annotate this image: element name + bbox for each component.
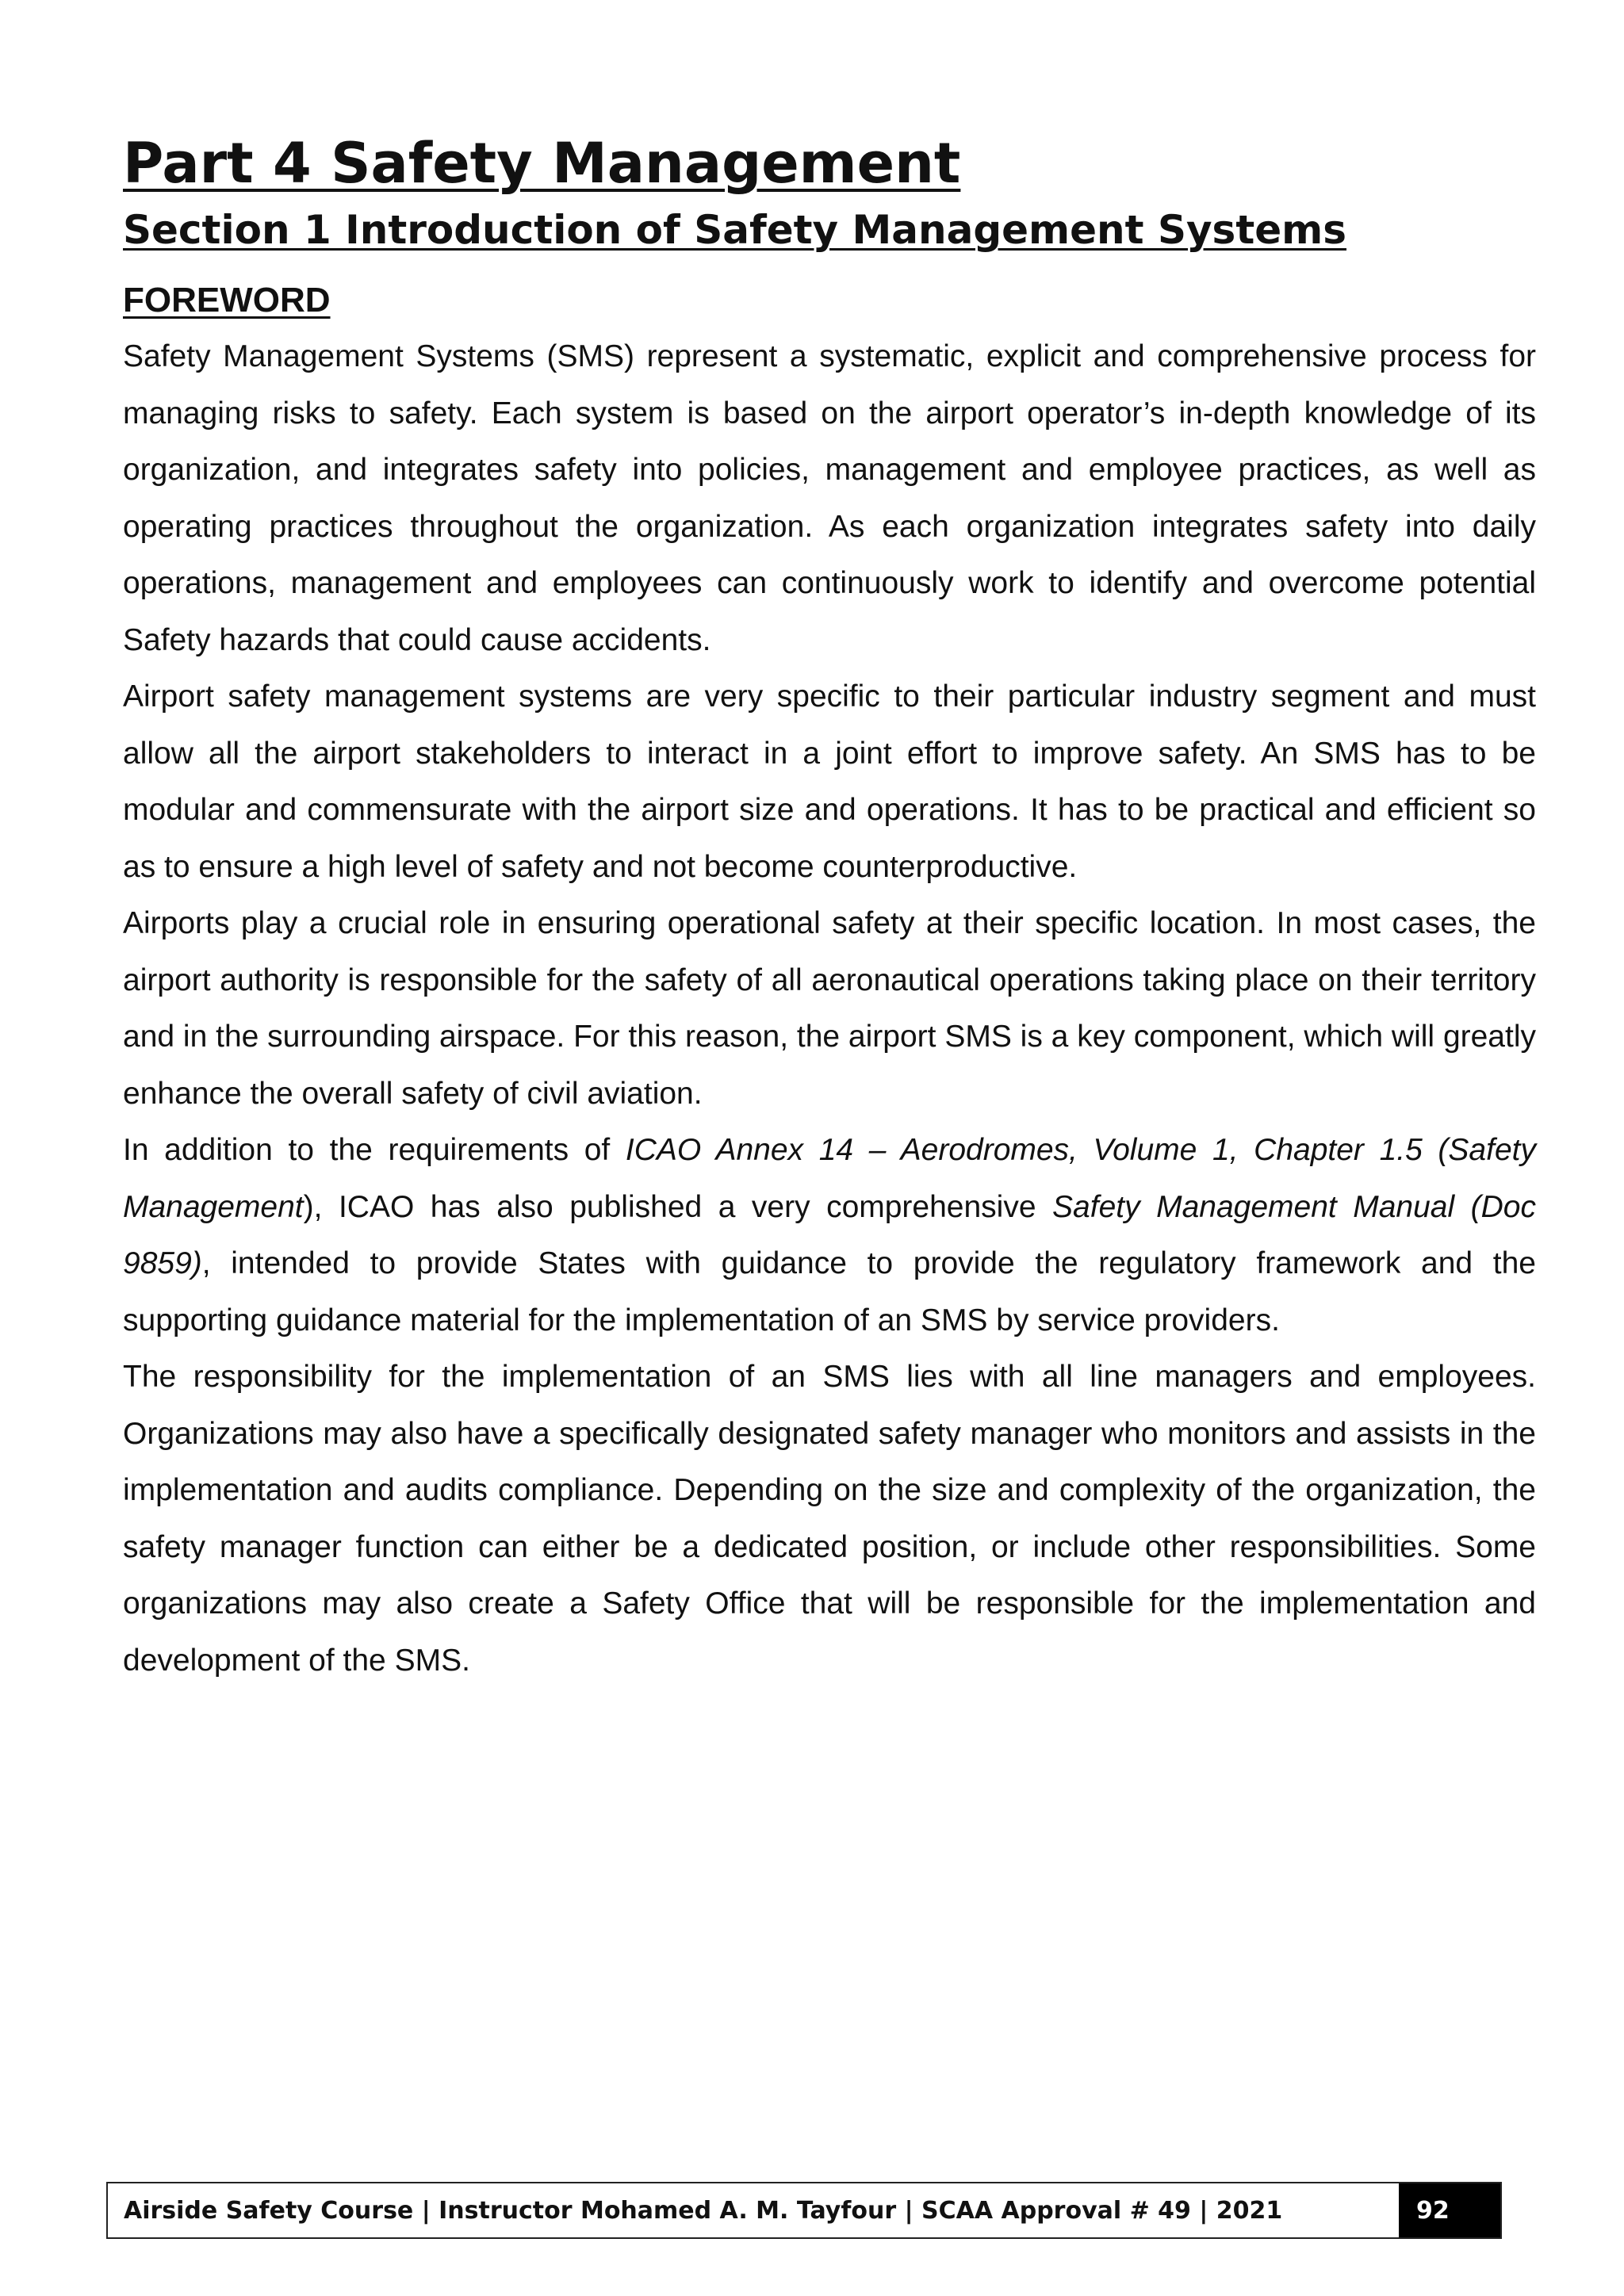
footer-course-info: Airside Safety Course | Instructor Mohamed A. M. Tayfour | SCAA Approval # 49 | 2021 [124,2196,1283,2225]
paragraph-1: Safety Management Systems (SMS) represent a systematic, explicit and comprehensive process for managing risks to safety. Each system is based on the airport operator’s in-depth knowledge of its organization, and integrates safety into policies, management and employee practices, as well as operating practices throughout the organization. As each organization integrates safety into daily operations, management and employees can continuously work to identify and overcome potential Safety hazards that could cause accidents. [123,339,1536,657]
foreword-heading: FOREWORD [123,281,331,320]
part-title: Part 4 Safety Management [123,131,961,196]
paragraph-4-italic-annex: ICAO Annex 14 – Aerodromes, Volume 1, Chapter 1.5 (Safety Management [123,1133,1536,1224]
page-number: 92 [1399,2183,1500,2237]
paragraph-4-text-3: , intended to provide States with guidance to provide the regulatory framework and the supporting guidance material for the implementation of an SMS by service providers. [123,1246,1536,1337]
paragraph-4-text-1: In addition to the requirements of [123,1133,626,1167]
paragraph-5: The responsibility for the implementation of an SMS lies with all line managers and employees. Organizations may also have a specifically designated safety manager who monitors and assists in the implementation and audits compliance. Depending on the size and complexity of the organization, the safety manager function can either be a dedicated position, or include other responsibilities. Some organizations may also create a Safety Office that will be responsible for the implementation and development of the SMS. [123,1360,1536,1678]
paragraph-4-text-2: ), ICAO has also published a very comprehensive [303,1189,1053,1224]
paragraph-3: Airports play a crucial role in ensuring operational safety at their specific location. In most cases, the airport authority is responsible for the safety of all aeronautical operations taking place on their territory and in the surrounding airspace. For this reason, the airport SMS is a key component, which will greatly enhance the overall safety of civil aviation. [123,906,1536,1111]
section-title: Section 1 Introduction of Safety Management Systems [123,207,1346,253]
document-page [123,127,1536,1689]
paragraph-4 [123,1122,1536,1349]
paragraph-4-italic-manual: Safety Management Manual (Doc 9859) [123,1189,1536,1280]
paragraph-2: Airport safety management systems are very specific to their particular industry segment and must allow all the airport stakeholders to interact in a joint effort to improve safety. An SMS has to be modular and commensurate with the airport size and operations. It has to be practical and efficient so as to ensure a high level of safety and not become counterproductive. [123,679,1536,884]
page-footer [106,2182,1502,2239]
